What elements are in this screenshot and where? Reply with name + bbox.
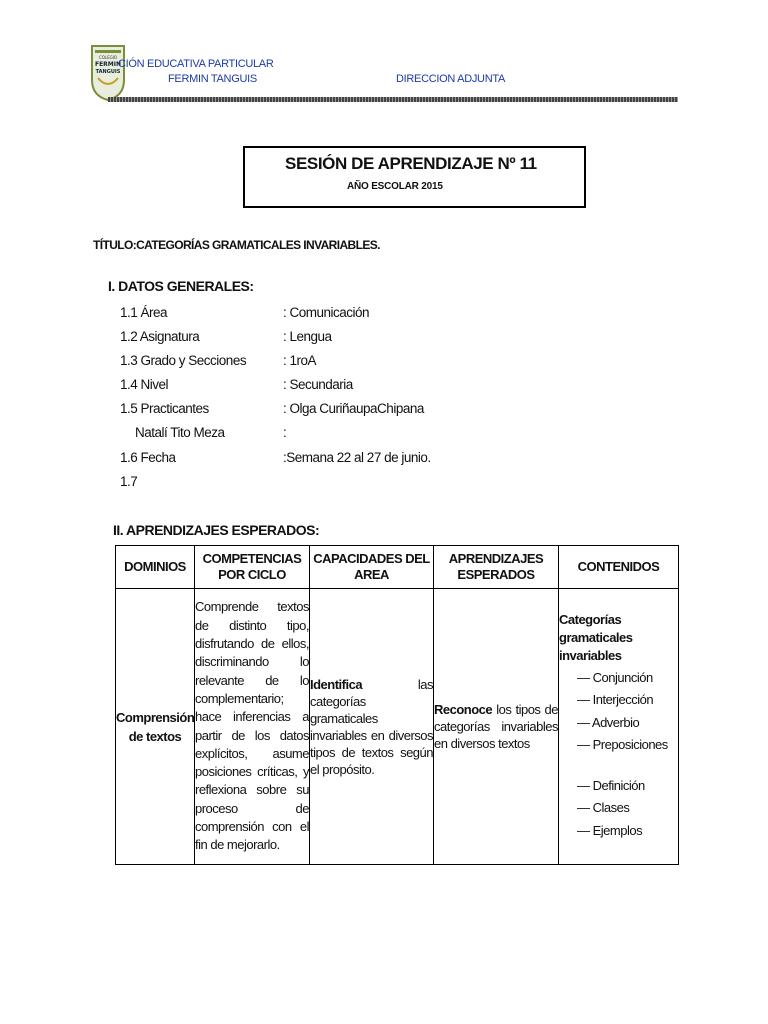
datos-value: : 1roA	[283, 353, 317, 368]
header-divider	[108, 97, 678, 102]
datos-label: 1.2 Asignatura	[120, 329, 200, 344]
datos-row	[0, 474, 768, 494]
aprendizajes-table	[115, 545, 679, 865]
list-item: — Conjunción	[577, 667, 678, 690]
datos-label: Natalí Tito Meza	[135, 425, 225, 440]
datos-row	[0, 401, 768, 421]
school-year: AÑO ESCOLAR 2015	[347, 181, 443, 192]
header-capacidades: CAPACIDADES DEL AREA	[310, 546, 434, 589]
datos-row	[0, 377, 768, 397]
cell-aprendizajes	[434, 589, 559, 865]
list-item: — Interjección	[577, 689, 678, 712]
section-aprendizajes-heading: II. APRENDIZAJES ESPERADOS:	[113, 522, 320, 538]
title-box	[243, 146, 586, 208]
datos-value: : Lengua	[283, 329, 332, 344]
list-item: — Preposiciones	[577, 734, 678, 757]
datos-row	[0, 305, 768, 325]
contenidos-list	[559, 775, 678, 843]
header-institution: CIÓN EDUCATIVA PARTICULAR	[118, 58, 274, 70]
header-department: DIRECCION ADJUNTA	[396, 73, 505, 85]
logo-text-1: COLEGIO	[98, 55, 118, 60]
datos-row	[0, 353, 768, 373]
list-item: — Adverbio	[577, 712, 678, 735]
header-dominios: DOMINIOS	[116, 546, 195, 589]
datos-label: 1.1 Área	[120, 305, 168, 320]
list-item: — Ejemplos	[577, 820, 678, 843]
capacidades-verb: Identifica	[310, 676, 363, 692]
datos-value: : Olga CuriñaupaChipana	[283, 401, 424, 416]
table-header-row	[116, 546, 679, 589]
datos-label: 1.4 Nivel	[120, 377, 169, 392]
contenidos-heading: Categorías gramaticales invariables	[559, 611, 633, 663]
datos-value: :Semana 22 al 27 de junio.	[283, 450, 431, 465]
logo-text-2: FERMIN	[94, 61, 122, 68]
datos-value: :	[283, 425, 287, 440]
section-datos-generales-heading: I. DATOS GENERALES:	[108, 278, 254, 294]
cell-contenidos	[559, 589, 679, 865]
aprendizajes-text: los tipos de categorías invariables en diversos textos	[434, 702, 558, 751]
logo-text-3: TANGUIS	[95, 69, 121, 75]
datos-label: 1.7	[120, 474, 138, 489]
datos-label: 1.5 Practicantes	[120, 401, 209, 416]
list-item: — Definición	[577, 775, 678, 798]
datos-value: : Secundaria	[283, 377, 353, 392]
header-aprendizajes: APRENDIZAJES ESPERADOS	[434, 546, 559, 589]
cell-competencias: Comprende textos de distinto tipo, disfrutando de ellos, discriminando lo relevante de lo complementario; hace inferencias a partir de los datos explícitos, asume posiciones críticas, y reflexiona sobre su proceso de comprensión con el fin de mejorarlo.	[195, 589, 310, 865]
datos-row	[0, 329, 768, 349]
datos-value: : Comunicación	[283, 305, 370, 320]
aprendizajes-verb: Reconoce	[434, 702, 493, 717]
cell-dominio: Comprensión de textos	[116, 589, 195, 865]
header-competencias: COMPETENCIAS POR CICLO	[195, 546, 310, 589]
datos-label: 1.3 Grado y Secciones	[120, 353, 247, 368]
header-contenidos: CONTENIDOS	[559, 546, 679, 589]
capacidades-text: las categorías gramaticales invariables en diversos tipos de textos según el propósito.	[310, 676, 433, 777]
school-logo	[90, 44, 126, 102]
datos-row	[0, 450, 768, 470]
table-row	[116, 589, 679, 865]
cell-capacidades	[310, 589, 434, 865]
datos-label: 1.6 Fecha	[120, 450, 176, 465]
lesson-title: TÍTULO:CATEGORÍAS GRAMATICALES INVARIABLES.	[93, 238, 380, 252]
header-school-name: FERMIN TANGUIS	[168, 73, 257, 85]
datos-row	[0, 425, 768, 445]
session-title: SESIÓN DE APRENDIZAJE Nº 11	[285, 154, 537, 173]
contenidos-list	[559, 667, 678, 757]
list-item: — Clases	[577, 797, 678, 820]
